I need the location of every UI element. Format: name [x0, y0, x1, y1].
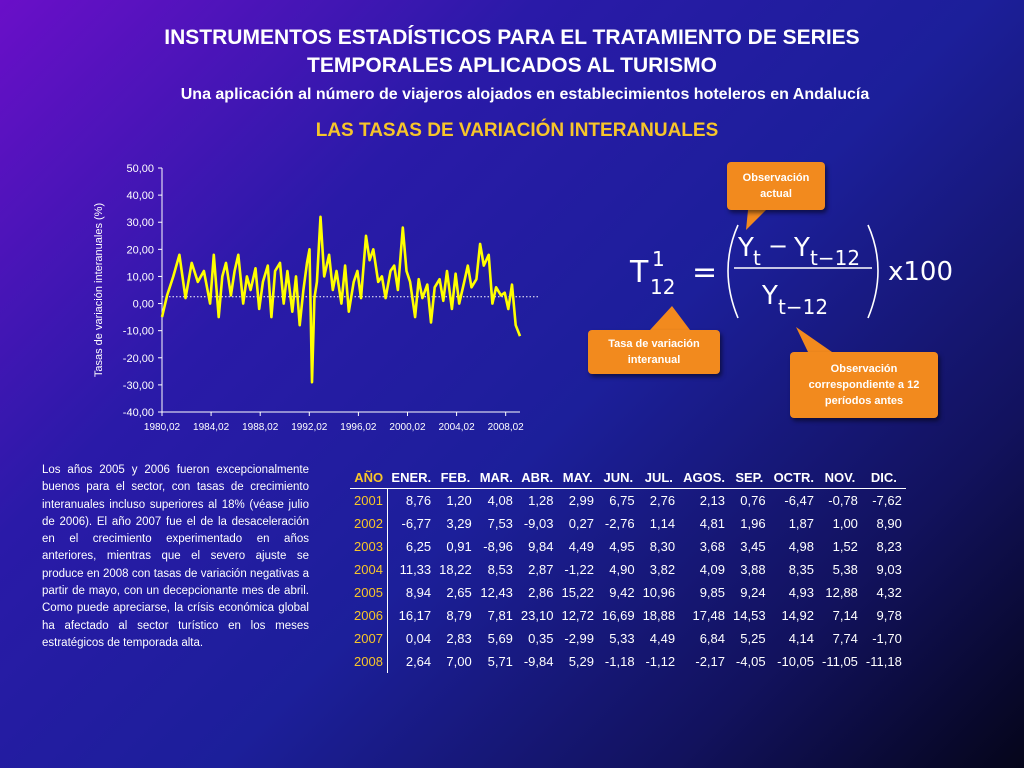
- table-cell: -6,77: [401, 516, 432, 531]
- table-cell: 5,29: [568, 654, 595, 669]
- table-cell: 12,72: [561, 608, 595, 623]
- table-cell: 8,30: [649, 539, 676, 554]
- column-header-year: AÑO: [350, 468, 387, 489]
- formula-num-sub-t12: t−12: [810, 246, 861, 270]
- y-tick-label: -30,00: [122, 379, 154, 392]
- y-tick-label: 40,00: [126, 190, 154, 203]
- table-cell: 1,14: [649, 516, 676, 531]
- y-tick-label: 50,00: [126, 163, 154, 175]
- table-cell: 4,08: [487, 493, 513, 508]
- row-year: 2005: [350, 581, 387, 604]
- table-row: [350, 558, 906, 581]
- table-cell: 4,93: [788, 585, 815, 600]
- column-header: JUN.: [598, 468, 639, 489]
- column-header: ABR.: [517, 468, 558, 489]
- table-row: [350, 627, 906, 650]
- table-cell: 7,81: [487, 608, 513, 623]
- table-cell: 5,71: [487, 654, 513, 669]
- table-cell: 0,04: [405, 631, 432, 646]
- column-header: MAR.: [476, 468, 517, 489]
- table-cell: 2,83: [446, 631, 472, 646]
- table-cell: 6,84: [699, 631, 726, 646]
- row-year: 2001: [350, 489, 387, 513]
- column-header: SEP.: [729, 468, 770, 489]
- row-year: 2003: [350, 535, 387, 558]
- formula-num-minus: −: [768, 232, 789, 260]
- table-cell: -6,47: [784, 493, 815, 508]
- table-cell: -11,18: [865, 654, 902, 669]
- table-cell: -2,99: [564, 631, 595, 646]
- table-row: [350, 535, 906, 558]
- callout-observacion-correspondiente: [790, 352, 938, 418]
- table-cell: 9,78: [876, 608, 902, 623]
- table-cell: -7,62: [872, 493, 902, 508]
- table-cell: 14,92: [781, 608, 815, 623]
- x-tick-label: 2004,02: [438, 422, 475, 433]
- table-cell: 0,91: [446, 539, 472, 554]
- y-tick-label: -20,00: [122, 352, 154, 365]
- formula-T-sup: 1: [652, 247, 665, 271]
- variation-table: [350, 468, 906, 673]
- table-cell: 4,95: [609, 539, 635, 554]
- table-row: [350, 581, 906, 604]
- callout-tasa-variacion: [588, 330, 720, 374]
- table-row: [350, 489, 906, 513]
- table-cell: 15,22: [561, 585, 595, 600]
- table-cell: 23,10: [520, 608, 554, 623]
- table-cell: 8,76: [405, 493, 432, 508]
- x-tick-label: 1992,02: [291, 422, 328, 433]
- table-cell: 2,13: [699, 493, 726, 508]
- y-tick-label: 0,00: [132, 298, 154, 311]
- table-cell: 1,52: [832, 539, 858, 554]
- table-cell: 8,94: [405, 585, 432, 600]
- y-tick-label: 30,00: [126, 217, 154, 230]
- x-tick-label: 1980,02: [143, 422, 181, 433]
- table-cell: 8,23: [876, 539, 902, 554]
- title-line-1: INSTRUMENTOS ESTADÍSTICOS PARA EL TRATAMIENTO DE SERIES: [164, 26, 860, 49]
- y-tick-label: -40,00: [122, 407, 154, 419]
- formula-num-sub-t: t: [753, 246, 761, 270]
- y-tick-label: 20,00: [126, 244, 154, 257]
- table-cell: 4,49: [649, 631, 676, 646]
- callout-observacion-correspondiente-text: Observación correspondiente a 12 períodos antes: [808, 363, 920, 407]
- formula-right-paren: [868, 225, 878, 318]
- table-cell: 7,00: [446, 654, 472, 669]
- table-header-row: [350, 468, 906, 489]
- table-row: [350, 650, 906, 673]
- table-cell: 4,49: [568, 539, 595, 554]
- table-cell: 0,27: [568, 516, 595, 531]
- table-cell: 2,99: [568, 493, 595, 508]
- callout-observacion-actual-text: Observación actual: [742, 172, 810, 200]
- formula-den-Y: Y: [762, 281, 778, 311]
- formula-T-sub: 12: [650, 275, 676, 299]
- table-cell: 9,24: [740, 585, 766, 600]
- formula-den-sub-t12: t−12: [778, 295, 829, 319]
- table-cell: 1,00: [832, 516, 858, 531]
- commentary-paragraph: Los años 2005 y 2006 fueron excepcionalmente buenos para el sector, con tasas de crecimiento interanuales incluso superiores al 18% (véase julio de 2006). El año 2007 fue el de la desaceleración en el crecimiento experimentado en años anteriores, mientras que el severo ajuste se produce en 2008 con tasas de variación negativas a partir de mayo, con un decepcionante mes de abril. Como puede apreciarse, la crísis económica global ha afectado al sector turístico en los meses estratégicos de temporada alta.: [42, 464, 309, 649]
- table-cell: 18,22: [439, 562, 472, 577]
- section-heading: LAS TASAS DE VARIACIÓN INTERANUALES: [315, 120, 719, 141]
- column-header: DIC.: [862, 468, 906, 489]
- table-cell: 2,64: [405, 654, 432, 669]
- formula-T: T: [630, 255, 649, 290]
- row-year: 2006: [350, 604, 387, 627]
- table-cell: -11,05: [822, 654, 858, 669]
- table-cell: 4,98: [788, 539, 815, 554]
- table-cell: 0,76: [740, 493, 766, 508]
- table-cell: 9,85: [699, 585, 726, 600]
- formula-num-Y2: Y: [794, 233, 810, 263]
- table-cell: 7,74: [832, 631, 858, 646]
- table-cell: -1,12: [645, 654, 676, 669]
- x-tick-label: 2008,02: [487, 422, 524, 433]
- table-cell: -4,05: [735, 654, 766, 669]
- row-year: 2008: [350, 650, 387, 673]
- column-header: OCTR.: [770, 468, 818, 489]
- table-cell: -8,96: [483, 539, 513, 554]
- table-cell: -10,05: [777, 654, 815, 669]
- table-cell: 9,42: [609, 585, 635, 600]
- formula-num-Y1: Y: [738, 233, 754, 263]
- table-cell: 7,53: [487, 516, 513, 531]
- column-header: MAY.: [557, 468, 598, 489]
- table-cell: 5,33: [609, 631, 635, 646]
- table-cell: 2,86: [528, 585, 554, 600]
- table-cell: 12,88: [825, 585, 858, 600]
- title-line-2: TEMPORALES APLICADOS AL TURISMO: [307, 54, 717, 77]
- table-cell: 5,25: [740, 631, 766, 646]
- row-year: 2004: [350, 558, 387, 581]
- table-cell: 1,87: [788, 516, 815, 531]
- table-cell: 0,35: [528, 631, 554, 646]
- column-header: NOV.: [818, 468, 862, 489]
- row-year: 2007: [350, 627, 387, 650]
- table-cell: 9,03: [876, 562, 902, 577]
- table-cell: 9,84: [528, 539, 554, 554]
- formula-left-paren: [728, 225, 738, 318]
- table-cell: 2,65: [446, 585, 472, 600]
- table-cell: 7,14: [832, 608, 858, 623]
- y-tick-label: -10,00: [122, 325, 154, 338]
- table-cell: 10,96: [642, 585, 676, 600]
- table-cell: 6,25: [405, 539, 432, 554]
- column-header: ENER.: [387, 468, 435, 489]
- row-year: 2002: [350, 512, 387, 535]
- table-cell: 1,28: [528, 493, 554, 508]
- table-cell: 16,17: [398, 608, 432, 623]
- table-cell: 6,75: [609, 493, 635, 508]
- table-cell: -2,17: [695, 654, 726, 669]
- table-cell: 12,43: [480, 585, 513, 600]
- table-cell: 8,53: [487, 562, 513, 577]
- table-cell: 18,88: [642, 608, 676, 623]
- column-header: FEB.: [435, 468, 476, 489]
- subtitle: Una aplicación al número de viajeros alojados en establecimientos hoteleros en Andalucía: [180, 86, 870, 103]
- table-cell: 2,76: [649, 493, 676, 508]
- x-tick-label: 1984,02: [193, 422, 230, 433]
- table-cell: 5,38: [832, 562, 858, 577]
- table-cell: 8,90: [876, 516, 902, 531]
- table-cell: 4,14: [788, 631, 815, 646]
- column-header: AGOS.: [679, 468, 729, 489]
- table-cell: -9,03: [523, 516, 554, 531]
- table-cell: 3,82: [649, 562, 676, 577]
- table-cell: 16,69: [602, 608, 635, 623]
- table-cell: 3,88: [740, 562, 766, 577]
- table-cell: 4,90: [609, 562, 635, 577]
- x-tick-label: 1996,02: [340, 422, 377, 433]
- x-tick-label: 2000,02: [389, 422, 426, 433]
- x-tick-label: 1988,02: [242, 422, 279, 433]
- table-cell: -1,70: [872, 631, 902, 646]
- table-cell: 8,35: [788, 562, 815, 577]
- table-cell: 4,09: [699, 562, 726, 577]
- table-cell: -1,22: [564, 562, 595, 577]
- table-cell: -9,84: [523, 654, 554, 669]
- table-cell: 3,45: [740, 539, 766, 554]
- table-cell: 3,68: [699, 539, 726, 554]
- table-cell: 8,79: [446, 608, 472, 623]
- table-cell: -0,78: [828, 493, 858, 508]
- table-cell: -2,76: [604, 516, 635, 531]
- callout-tasa-variacion-text: Tasa de variación interanual: [608, 338, 700, 366]
- table-row: [350, 512, 906, 535]
- table-cell: 2,87: [528, 562, 554, 577]
- formula-equals: =: [692, 255, 718, 290]
- table-cell: 17,48: [692, 608, 726, 623]
- table-cell: 1,96: [740, 516, 766, 531]
- table-cell: -1,18: [604, 654, 635, 669]
- table-cell: 1,20: [446, 493, 472, 508]
- table-cell: 5,69: [487, 631, 513, 646]
- table-cell: 14,53: [733, 608, 766, 623]
- table-cell: 3,29: [446, 516, 472, 531]
- formula: [600, 200, 980, 330]
- y-tick-label: 10,00: [126, 271, 154, 284]
- column-header: JUL.: [639, 468, 680, 489]
- table-row: [350, 604, 906, 627]
- formula-times100: x100: [888, 257, 954, 287]
- table-cell: 11,33: [399, 562, 432, 577]
- y-axis-label: Tasas de variación interanuales (%): [93, 202, 105, 378]
- table-cell: 4,32: [876, 585, 902, 600]
- table-cell: 4,81: [699, 516, 726, 531]
